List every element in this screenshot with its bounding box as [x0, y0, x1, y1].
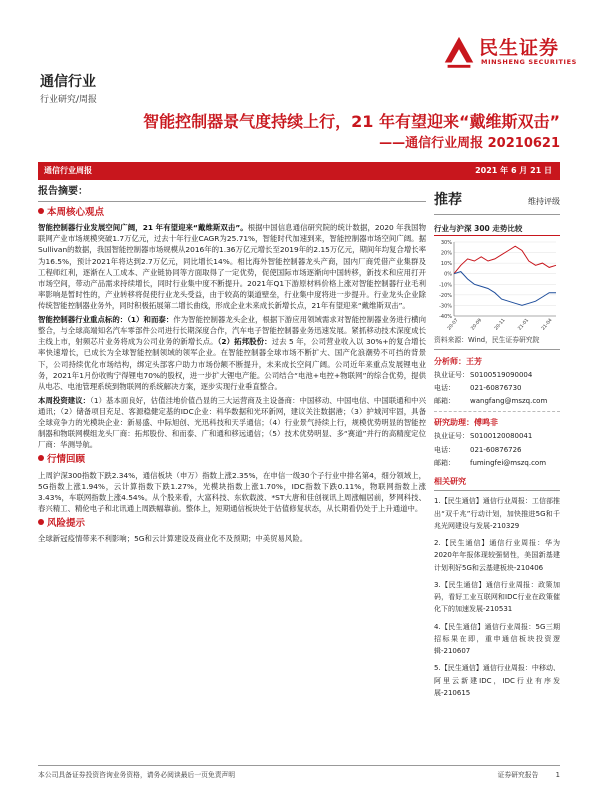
kv-key: 邮箱： — [434, 397, 455, 406]
logo-text-en: MINSHENG SECURITIES — [481, 58, 577, 66]
y-tick-label: -40% — [439, 314, 452, 321]
paragraph-lead: 智能控制器行业重点标的：（1）和而泰： — [38, 315, 174, 325]
summary-title: 报告摘要： — [38, 184, 426, 202]
y-tick-label: 30% — [440, 240, 452, 247]
footer-label: 证券研究报告 — [497, 771, 539, 779]
assistant-name: 研究助理：傅鸣非 — [434, 418, 498, 428]
kv-key: 执业证号： — [434, 432, 469, 441]
y-tick-label: 0% — [444, 271, 452, 278]
analyst-cert — [434, 369, 560, 382]
y-tick-label: -10% — [439, 282, 452, 289]
minsheng-logo-icon — [440, 34, 478, 72]
bullet-icon — [38, 519, 44, 525]
x-tick-label: 21-04 — [541, 318, 554, 331]
series-line — [454, 272, 556, 306]
analyst-email — [434, 395, 560, 408]
analyst-phone — [434, 382, 560, 395]
related-item[interactable]: 4.【民生通信】通信行业周报：5G三期招标果在即，重申通信板块投资逻辑-210607 — [434, 622, 560, 656]
summary-column — [38, 184, 426, 547]
header-bar — [38, 162, 560, 180]
related-item[interactable]: 2.【民生通信】通信行业周报：华为2020年年报体现较强韧性，美国新基建计划利好5G和云基建板块-210406 — [434, 539, 560, 572]
rating-row — [434, 190, 560, 215]
paragraph-lead: （2）拓邦股份： — [217, 337, 272, 347]
rating-maintain: 维持评级 — [528, 197, 560, 206]
divider — [434, 411, 560, 412]
bullet-icon — [38, 455, 44, 461]
logo-text-cn: 民生证券 — [479, 37, 560, 59]
paragraph-review: 上周沪深300指数下跌2.34%，通信板块（申万）指数上涨2.35%，在申信一级30个子行业中排名第4，细分领域上，5G指数上涨1.94%，云计算指数下跌1.27%，光模块指数上涨1.70%，IDC指数下跌0.11%，物联网指数上涨3.43%，车联网指数上涨4.54%。从个股来看，大富科技、东软载波、*ST大唐和佳创视讯上周涨幅居前，梦网科技、春兴精工、精伦电子和北讯通上周跌幅靠前。整体上，短期通信板块处于估值修复状态，从长期看仍处于上升通道中。 — [38, 470, 426, 514]
trend-chart — [434, 238, 560, 330]
bar-label: 通信行业周报 — [44, 166, 92, 175]
kv-key: 执业证号： — [434, 370, 469, 379]
industry-label: 通信行业 — [40, 74, 96, 90]
related-title: 相关研究 — [434, 476, 560, 491]
paragraph-advice — [38, 395, 426, 451]
rating-label: 推荐 — [434, 192, 462, 208]
kv-value: S0100519090004 — [470, 370, 533, 379]
x-tick-label: 20-07 — [447, 318, 460, 331]
analyst-block-2 — [434, 417, 560, 470]
chart-source: 资料来源：Wind，民生证券研究院 — [434, 333, 560, 349]
footer-disclaimer: 本公司具备证券投资咨询业务资格，请务必阅读最后一页免责声明 — [38, 771, 236, 779]
kv-key: 电话： — [434, 383, 455, 392]
analyst-name: 分析师：王芳 — [434, 356, 482, 366]
y-tick-label: -20% — [439, 293, 452, 300]
bullet-icon — [38, 208, 44, 214]
assistant-phone — [434, 444, 560, 457]
paragraph-lead: 本周投资建议： — [38, 395, 91, 405]
kv-value: 021-60876730 — [470, 383, 522, 392]
kv-value: 021-60876726 — [470, 445, 522, 454]
report-title: 智能控制器景气度持续上行，21 年有望迎来“戴维斯双击” — [143, 112, 560, 131]
assistant-email — [434, 457, 560, 470]
analyst-block-1 — [434, 356, 560, 409]
paragraph-industry — [38, 222, 426, 311]
section-market-review — [38, 453, 426, 467]
x-tick-label: 20-11 — [494, 318, 507, 331]
paragraph-targets — [38, 314, 426, 392]
y-tick-label: -30% — [439, 303, 452, 310]
section-title-text: 风险提示 — [47, 518, 86, 530]
section-title-text: 行情回顾 — [47, 454, 86, 466]
section-risk — [38, 517, 426, 531]
chart-title: 行业与沪深 300 走势比较 — [434, 223, 560, 236]
paragraph-risk: 全球新冠疫情带来不利影响；5G和云计算建设及商业化不及预期；中美贸易风险。 — [38, 534, 308, 544]
bar-date: 2021 年 6 月 21 日 — [475, 166, 552, 175]
paragraph-body: （1）基本面良好，估值洼地价值凸显的三大运营商及主设备商：中国移动、中国电信、中国联通和中兴通讯；（2）储备项目充足、客源稳健定基的IDC企业：科华数据和光环新网，建议关注数据港；（3）护城河牢固，具备全球竞争力的光模块企业：新易盛、中际旭创、光迅科技和天孚通信；（4）行业景气持续上行，规模优势明显的智能控制器和物联网模组龙头厂商：拓邦股份、和而泰、广和通和移远通信；（5）技术优势明显、多“赛道”并行的高精度定位厂商：华测导航。 — [38, 395, 426, 450]
paragraph-body: 过去 5 年，公司营业收入以 30%+的复合增长率快速增长，已成长为全球智能控制领域的领军企业。在智能控制器全球市场不断扩大、国产化浪潮势不可挡的背景下，公司持续优化市场结构，绑定头部客户助力市场份额不断提升，未来成长空间广阔。公司近年来重点发展锂电业务，2021年1月份收购宁得锂电70%的股权，进一步扩大锂电产能。公司结合“电池+电控+物联网”的综合优势，提供从电芯、电池管理系统到物联网的系统解决方案，逐步实现行业垂直整合。 — [38, 337, 426, 391]
sidebar-column — [434, 190, 560, 704]
series-line — [454, 246, 556, 274]
y-tick-label: 10% — [440, 261, 452, 268]
footer-right — [0, 770, 560, 780]
section-core-views — [38, 206, 426, 220]
y-tick-label: 20% — [440, 250, 452, 257]
page-number: 1 — [555, 771, 560, 779]
paragraph-lead: 智能控制器行业发展空间广阔，21 年有望迎来“戴维斯双击”。 — [38, 223, 248, 233]
related-item[interactable]: 5.【民生通信】通信行业周报：中移动、阿里云新建IDC，IDC行业有序发展-210615 — [434, 664, 560, 697]
assistant-cert — [434, 430, 560, 443]
related-item[interactable]: 3.【民生通信】通信行业周报：政策加码，看好工业互联网和IDC行业在政策催化下的加速发展-210531 — [434, 580, 560, 614]
paragraph-body: 根据中国信息通信研究院的统计数据，2020 年我国物联网产业市场规模突破1.7万亿元，过去十年行业CAGR为25.71%，智能时代加速到来，智能控制器市场空间广阔。据Sullivan的数据，我国智能控制器市场规模从2016年的1.36万亿元增长至2019年的2.15万亿元，期间年均复合增长率为16.5%，预计2021年将达到2.7万亿元，同比增长14%。相比海外智能控制器龙头产商，国内厂商凭借产业集群及工程师红利，逐渐在人工成本、产业链协同等方面取得了一定优势，促使国际市场逐渐向中国转移，新技术和应用打开市场空间，带动产品需求持续增长，同时行业集中度不断提升。2021年Q1下游原材料价格上涨对智能控制器行业毛利率影响是暂时性的，产业转移将促使行业龙头受益，由于较高的渠道壁垒，行业集中度将进一步提升。行业龙头企业除传统智能控制器业务外，同时积极拓展第二增长曲线，形成企业未来成长新增长点，21年有望迎来“戴维斯双击”。 — [38, 223, 426, 311]
x-tick-label: 21-01 — [517, 318, 531, 331]
footer-divider — [38, 765, 560, 766]
report-subtitle: ——通信行业周报 20210621 — [379, 136, 560, 151]
x-tick-label: 20-09 — [470, 318, 484, 331]
kv-value[interactable]: wangfang@mszq.com — [470, 397, 548, 406]
kv-value: S0100120080041 — [470, 432, 533, 441]
kv-key: 电话： — [434, 445, 455, 454]
kv-value[interactable]: fumingfei@mszq.com — [470, 459, 547, 468]
related-item[interactable]: 1.【民生通信】通信行业周报：工信部推出“双千兆”行动计划，加快推进5G和千兆光网建设与发展-210329 — [434, 497, 560, 530]
paragraph-body: 作为智能控制器龙头企业，根据下游应用领域需求对智能控制器业务进行横向整合，与全球高端知名汽车零部件公司进行长期深度合作，汽车电子智能控制器业务迅速发展。紧抓移动技术深度成长主线上市，射频芯片业务将成为公司业务的新增长点。 — [38, 315, 426, 347]
section-title-text: 本周核心观点 — [47, 207, 105, 218]
kv-key: 邮箱： — [434, 459, 455, 468]
report-type: 行业研究/周报 — [40, 95, 98, 105]
